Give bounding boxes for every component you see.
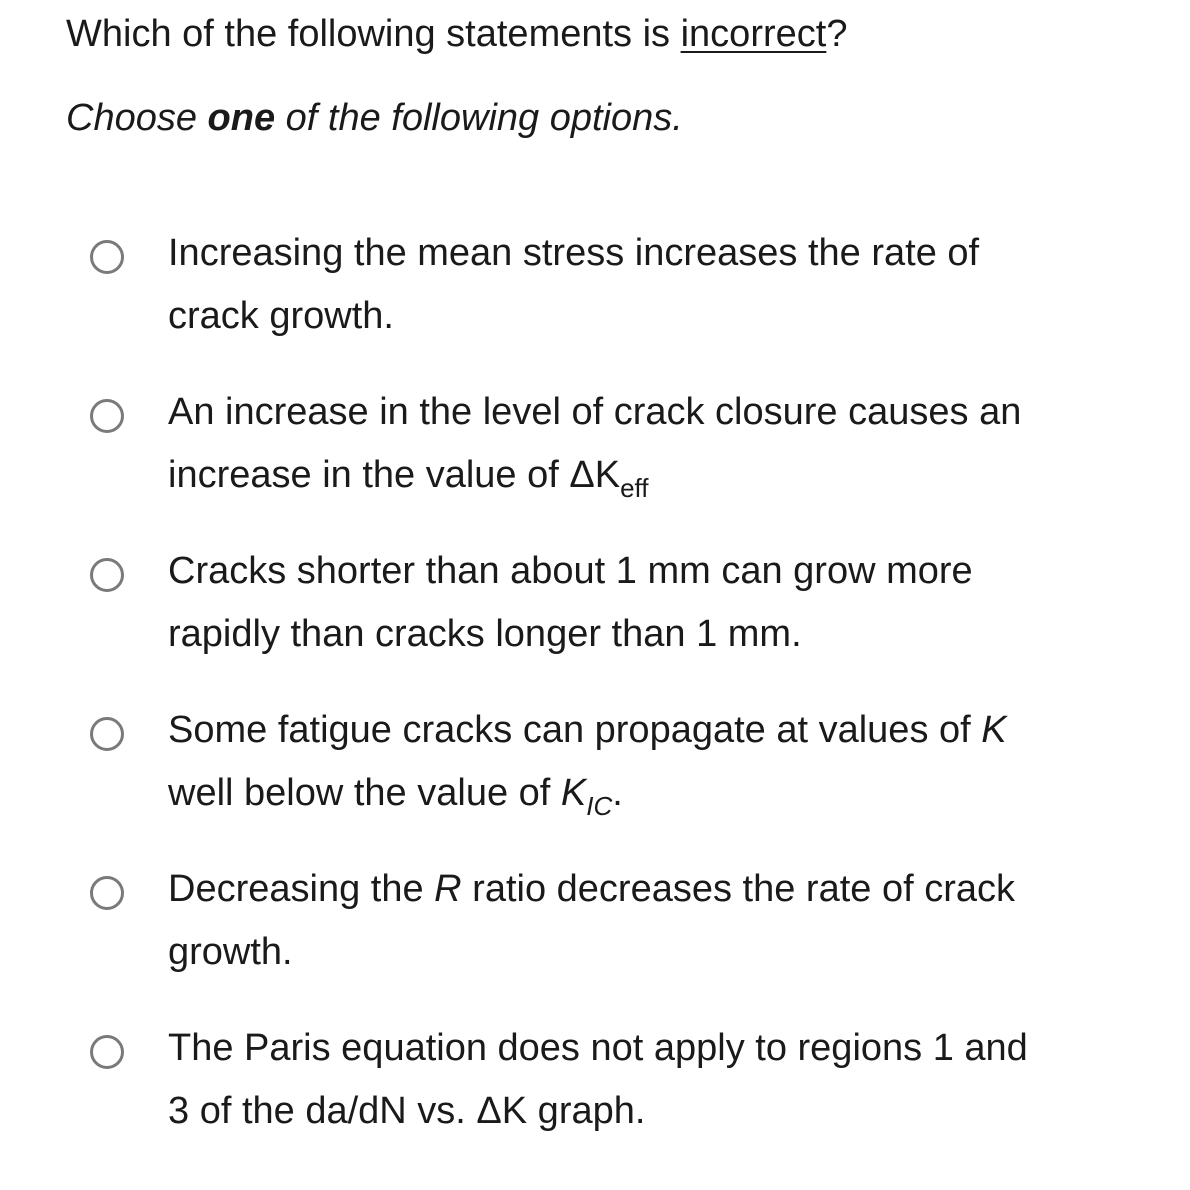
instructions-prefix: Choose bbox=[66, 97, 208, 139]
option-text-segment: ratio decreases the rate of crack bbox=[461, 868, 1015, 910]
option-line: An increase in the level of crack closure causes an bbox=[168, 391, 1022, 433]
option-label[interactable] bbox=[168, 858, 1148, 984]
option-line bbox=[168, 762, 1148, 825]
option-text-segment: . bbox=[612, 772, 623, 814]
option-4[interactable] bbox=[88, 699, 1168, 829]
variable: K bbox=[981, 709, 1007, 751]
question-suffix: ? bbox=[826, 13, 848, 55]
option-5[interactable] bbox=[88, 858, 1168, 988]
option-text-segment: Some fatigue cracks can propagate at values of bbox=[168, 709, 982, 751]
subscript: eff bbox=[620, 473, 649, 503]
instructions-suffix: of the following options. bbox=[275, 97, 683, 139]
option-label[interactable] bbox=[168, 699, 1148, 825]
option-label[interactable] bbox=[168, 381, 1148, 507]
option-line: Increasing the mean stress increases the rate of bbox=[168, 232, 980, 274]
option-3[interactable] bbox=[88, 540, 1168, 670]
option-2[interactable] bbox=[88, 381, 1168, 511]
instructions-text bbox=[66, 94, 683, 142]
radio-button-icon[interactable] bbox=[90, 717, 124, 751]
variable: K bbox=[560, 772, 587, 814]
option-line: The Paris equation does not apply to regions 1 and bbox=[168, 1027, 1028, 1069]
subscript-variable: IC bbox=[586, 791, 613, 821]
option-label[interactable] bbox=[168, 540, 1148, 666]
option-line: crack growth. bbox=[168, 295, 394, 337]
radio-button-icon[interactable] bbox=[90, 876, 124, 910]
radio-button-icon[interactable] bbox=[90, 240, 124, 274]
radio-button-icon[interactable] bbox=[90, 399, 124, 433]
instructions-bold: one bbox=[207, 97, 276, 139]
option-text-segment: Decreasing the bbox=[168, 868, 435, 910]
option-line: Cracks shorter than about 1 mm can grow more bbox=[168, 550, 973, 592]
radio-button-icon[interactable] bbox=[90, 558, 124, 592]
subscript bbox=[586, 791, 612, 821]
option-line bbox=[168, 858, 1148, 921]
option-line: growth. bbox=[168, 931, 293, 973]
question-prefix: Which of the following statements is bbox=[66, 13, 681, 55]
option-line bbox=[168, 699, 1148, 762]
radio-button-icon[interactable] bbox=[90, 1035, 124, 1069]
option-line: 3 of the da/dN vs. ΔK graph. bbox=[168, 1090, 646, 1132]
option-1[interactable] bbox=[88, 222, 1168, 352]
option-line: rapidly than cracks longer than 1 mm. bbox=[168, 613, 802, 655]
option-label[interactable] bbox=[168, 222, 1148, 348]
option-line bbox=[168, 444, 1148, 507]
option-text-segment: well below the value of bbox=[168, 772, 561, 814]
option-6[interactable] bbox=[88, 1017, 1168, 1147]
question-text bbox=[66, 10, 847, 58]
variable: R bbox=[434, 868, 462, 910]
option-text-segment: increase in the value of ΔK bbox=[168, 454, 621, 496]
question-emphasis: incorrect bbox=[680, 13, 827, 55]
option-label[interactable] bbox=[168, 1017, 1148, 1143]
